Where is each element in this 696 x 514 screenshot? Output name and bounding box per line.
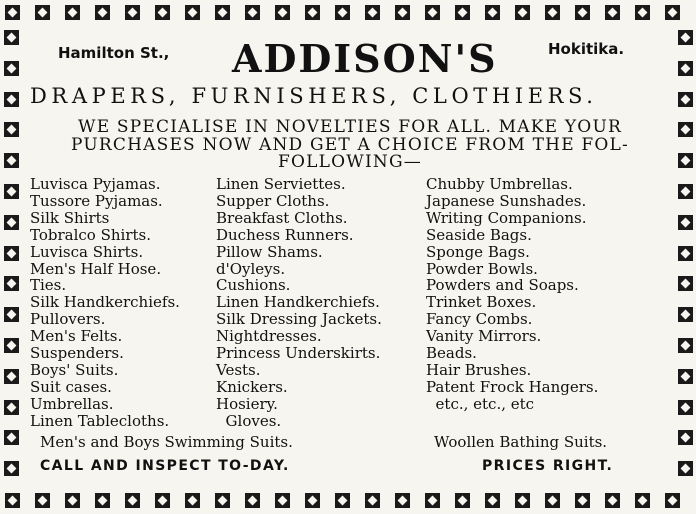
ornament-square [305, 493, 320, 508]
ornament-square [35, 493, 50, 508]
list-item: Silk Shirts [30, 208, 110, 227]
list-item: Vanity Mirrors. [426, 327, 542, 346]
ornament-square [125, 493, 140, 508]
list-item: Supper Cloths. [216, 191, 330, 210]
list-item: Princess Underskirts. [216, 344, 381, 363]
ornament-square [275, 493, 290, 508]
ornament-square [678, 246, 693, 261]
ornament-border-top [0, 0, 696, 26]
list-item: Tussore Pyjamas. [30, 191, 163, 210]
address-town: Hokitika. [548, 40, 625, 58]
bathing-suits-line: Woollen Bathing Suits. [434, 433, 608, 451]
ornament-square [665, 5, 680, 20]
ornament-square [65, 493, 80, 508]
ornament-square [455, 5, 470, 20]
list-item: Ties. [30, 276, 67, 295]
ornament-square [575, 5, 590, 20]
ornament-square [245, 493, 260, 508]
list-item: Powders and Soaps. [426, 276, 579, 295]
ornament-square [515, 5, 530, 20]
ornament-square [395, 5, 410, 20]
list-item: Suit cases. [30, 377, 112, 396]
ornament-square [678, 184, 693, 199]
list-item: Hosiery. [216, 394, 278, 413]
list-item: Nightdresses. [216, 327, 322, 346]
ornament-square [4, 153, 19, 168]
ornament-square [4, 369, 19, 384]
ornament-square [4, 122, 19, 137]
list-item: Cushions. [216, 276, 291, 295]
ornament-square [4, 400, 19, 415]
ornament-square [678, 153, 693, 168]
call-to-action: CALL AND INSPECT TO-DAY. [40, 458, 290, 474]
product-column-2 [216, 176, 382, 430]
ornament-square [485, 5, 500, 20]
list-item: Seaside Bags. [426, 225, 532, 244]
list-item: Breakfast Cloths. [216, 208, 348, 227]
list-item: Writing Companions. [426, 208, 587, 227]
list-item: Linen Serviettes. [216, 175, 346, 193]
ornament-square [365, 5, 380, 20]
ornament-square [678, 400, 693, 415]
intro-line-1: WE SPECIALISE IN NOVELTIES FOR ALL. MAKE YOUR [78, 117, 622, 137]
list-item: Sponge Bags. [426, 242, 530, 261]
ornament-square [485, 493, 500, 508]
ornament-square [185, 5, 200, 20]
ornament-square [4, 61, 19, 76]
ornament-square [155, 493, 170, 508]
ornament-square [5, 493, 20, 508]
list-item: Duchess Runners. [216, 225, 354, 244]
ornament-square [275, 5, 290, 20]
list-item: Tobralco Shirts. [30, 225, 151, 244]
list-item: Suspenders. [30, 344, 124, 363]
ornament-square [215, 5, 230, 20]
list-item: Beads. [426, 344, 477, 363]
list-item: Luvisca Shirts. [30, 242, 144, 261]
list-item: Silk Dressing Jackets. [216, 310, 382, 329]
list-item: Hair Brushes. [426, 360, 532, 379]
intro-line-3: FOLLOWING— [278, 152, 422, 172]
ornament-square [365, 493, 380, 508]
ornament-square [678, 276, 693, 291]
ornament-square [545, 493, 560, 508]
list-item: Umbrellas. [30, 394, 114, 413]
trade-subtitle: DRAPERS, FURNISHERS, CLOTHIERS. [30, 84, 598, 108]
list-item: Gloves. [216, 411, 282, 430]
ornament-square [605, 493, 620, 508]
ornament-square [425, 493, 440, 508]
ornament-square [335, 5, 350, 20]
ornament-square [4, 338, 19, 353]
ornament-square [35, 5, 50, 20]
list-item: Boys' Suits. [30, 360, 119, 379]
ornament-square [4, 461, 19, 476]
ornament-square [455, 493, 470, 508]
ornament-square [4, 215, 19, 230]
ornament-square [4, 30, 19, 45]
ornament-square [678, 461, 693, 476]
ornament-square [545, 5, 560, 20]
ornament-border-right [674, 26, 696, 488]
list-item: Luvisca Pyjamas. [30, 175, 161, 193]
list-item: etc., etc., etc [426, 394, 535, 413]
ornament-square [125, 5, 140, 20]
ornament-square [4, 307, 19, 322]
ornament-square [4, 92, 19, 107]
ornament-square [678, 369, 693, 384]
list-item: Linen Tablecloths. [30, 411, 170, 430]
list-item: Pullovers. [30, 310, 106, 329]
ornament-square [95, 493, 110, 508]
ornament-square [575, 493, 590, 508]
list-item: d'Oyleys. [216, 259, 286, 278]
ornament-square [4, 184, 19, 199]
ornament-square [515, 493, 530, 508]
list-item: Fancy Combs. [426, 310, 533, 329]
ornament-square [155, 5, 170, 20]
ornament-square [678, 338, 693, 353]
product-column-3 [426, 176, 598, 413]
list-item: Chubby Umbrellas. [426, 175, 573, 193]
ornament-square [678, 61, 693, 76]
ornament-square [678, 92, 693, 107]
address-street: Hamilton St., [58, 44, 170, 62]
list-item: Vests. [216, 360, 261, 379]
prices-right: PRICES RIGHT. [482, 458, 614, 474]
intro-line-2: PURCHASES NOW AND GET A CHOICE FROM THE FOL- [71, 135, 629, 155]
ornament-square [678, 30, 693, 45]
list-item: Trinket Boxes. [426, 293, 537, 312]
ornament-square [425, 5, 440, 20]
ornament-square [678, 122, 693, 137]
list-item: Patent Frock Hangers. [426, 377, 599, 396]
ornament-square [95, 5, 110, 20]
ornament-square [4, 246, 19, 261]
list-item: Knickers. [216, 377, 288, 396]
ornament-square [678, 430, 693, 445]
ornament-square [4, 276, 19, 291]
product-column-1 [30, 176, 180, 430]
ornament-square [335, 493, 350, 508]
ornament-square [185, 493, 200, 508]
shop-title: ADDISON'S [232, 36, 498, 81]
ornament-square [635, 5, 650, 20]
ornament-square [665, 493, 680, 508]
ornament-border-left [0, 26, 22, 488]
list-item: Powder Bowls. [426, 259, 538, 278]
list-item: Japanese Sunshades. [426, 191, 587, 210]
ornament-square [245, 5, 260, 20]
ornament-square [605, 5, 620, 20]
ornament-square [215, 493, 230, 508]
ornament-square [305, 5, 320, 20]
ornament-square [395, 493, 410, 508]
ornament-square [4, 430, 19, 445]
swimming-suits-line: Men's and Boys Swimming Suits. [40, 433, 293, 451]
list-item: Linen Handkerchiefs. [216, 293, 380, 312]
ornament-square [5, 5, 20, 20]
list-item: Men's Half Hose. [30, 259, 162, 278]
ornament-border-bottom [0, 488, 696, 514]
list-item: Pillow Shams. [216, 242, 323, 261]
ornament-square [635, 493, 650, 508]
ornament-square [678, 307, 693, 322]
list-item: Men's Felts. [30, 327, 123, 346]
list-item: Silk Handkerchiefs. [30, 293, 180, 312]
ornament-square [65, 5, 80, 20]
ornament-square [678, 215, 693, 230]
